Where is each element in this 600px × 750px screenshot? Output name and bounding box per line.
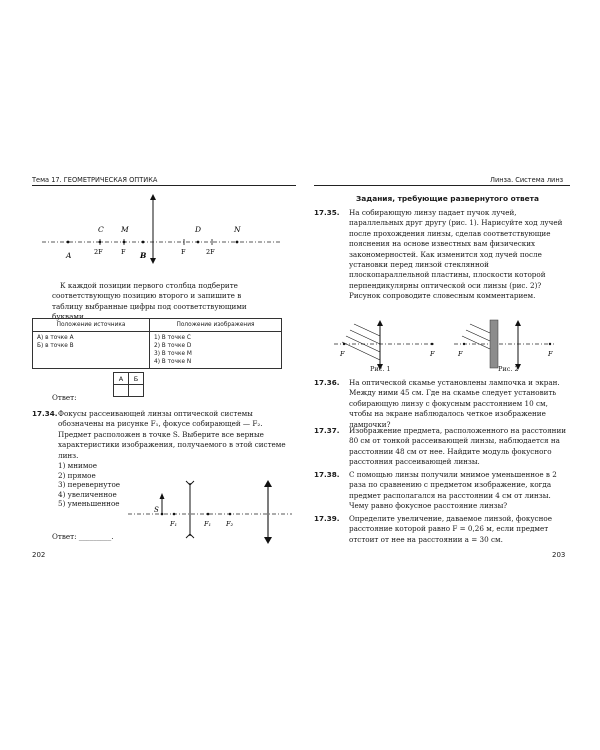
table-col2-item: 2) В точке D bbox=[154, 343, 192, 349]
lens-system-figure bbox=[126, 478, 296, 544]
answer-grid-header-a: А bbox=[114, 373, 129, 385]
fig2-focus-left-label: F bbox=[458, 350, 463, 358]
focus-f-right-label: F bbox=[181, 248, 186, 256]
task-1738-text: С помощью линзы получили мнимое уменьшенное в 2 раза по сравнению с предметом изображение, когда предмет располагался на расстоянии 4 см от линзы. Чему равно фокусное расстояние линзы? bbox=[349, 470, 557, 511]
task-1736-text: На оптической скамье установлены лампочка и экран. Между ними 45 см. Где на скамье следует установить собирающую линзу с фокусным расстоянием 10 см, чтобы на экране наблюдалось четкое изображение лампочки? bbox=[349, 378, 560, 429]
task-1739-number: 17.39. bbox=[314, 514, 340, 523]
focus-f1-left-label: F₁ bbox=[170, 520, 178, 528]
option-item: 4) увеличенное bbox=[58, 489, 117, 499]
left-header-rule bbox=[32, 185, 296, 186]
option-item: 2) прямое bbox=[58, 470, 96, 480]
point-n-label: N bbox=[234, 225, 241, 234]
focus-f1-right-label: F₁ bbox=[204, 520, 212, 528]
task-1737-number: 17.37. bbox=[314, 426, 340, 435]
table-col1-item: А) в точке A bbox=[37, 335, 74, 341]
task-1734-options bbox=[58, 461, 120, 509]
option-item: 1) мнимое bbox=[58, 461, 98, 470]
answer-grid-cell-b[interactable] bbox=[129, 385, 144, 397]
fig1-focus-left-label: F bbox=[340, 350, 345, 358]
table-col2-cell bbox=[150, 332, 282, 369]
focus-f-left-label: F bbox=[121, 248, 126, 256]
right-page-header: Линза. Система линз bbox=[490, 176, 564, 184]
task-1737-text: Изображение предмета, расположенного на расстоянии 80 см от тонкой рассеивающей линзы, наблюдается на расстоянии 48 см от нее. Найдите модуль фокусного расстояния рассеивающей линзы. bbox=[349, 426, 567, 467]
fig1-focus-right-label: F bbox=[430, 350, 435, 358]
right-header-rule bbox=[314, 185, 570, 186]
task-1735-number: 17.35. bbox=[314, 208, 340, 217]
answer-grid bbox=[113, 372, 144, 397]
task-1734-number: 17.34. bbox=[32, 409, 58, 418]
right-page-number: 203 bbox=[552, 551, 566, 559]
section-title: Задания, требующие развернутого ответа bbox=[356, 194, 539, 203]
answer-grid-cell-a[interactable] bbox=[114, 385, 129, 397]
focus-2f-left-label: 2F bbox=[94, 248, 103, 256]
matching-table bbox=[32, 318, 282, 369]
table-header-image: Положение изображения bbox=[150, 319, 282, 332]
point-d-label: D bbox=[195, 225, 202, 234]
ray-figures bbox=[314, 318, 570, 374]
point-c-label: C bbox=[98, 225, 104, 234]
left-page-number: 202 bbox=[32, 551, 46, 559]
lens-axis-figure bbox=[32, 190, 296, 270]
table-col1-item: Б) в точке B bbox=[37, 343, 74, 349]
task-1736-number: 17.36. bbox=[314, 378, 340, 387]
table-col2-item: 4) В точке N bbox=[154, 359, 192, 365]
task-1734-text: Фокусы рассеивающей линзы оптической системы обозначены на рисунке F₁, фокусе собирающей — F₂. Предмет расположен в точке S. Выберите все верные характеристики изображения, получаемого в этой системе линз. bbox=[58, 409, 286, 460]
task-1739-text: Определите увеличение, даваемое линзой, фокусное расстояние которой равно F = 0,26 м, если предмет отстоит от нее на расстоянии a = 30 см. bbox=[349, 514, 552, 544]
point-b-label: B bbox=[140, 251, 147, 260]
focus-f2-label: F₂ bbox=[226, 520, 234, 528]
point-a-label: A bbox=[66, 251, 72, 260]
point-s-label: S bbox=[154, 506, 159, 514]
task-1738-number: 17.38. bbox=[314, 470, 340, 479]
fig2-caption: Рис. 2 bbox=[498, 365, 519, 373]
point-m-label: M bbox=[121, 225, 129, 234]
answer-grid-header-b: Б bbox=[129, 373, 144, 385]
table-col1-cell bbox=[33, 332, 150, 369]
task-1734-answer: Ответ: _________. bbox=[52, 532, 114, 541]
task-1735-text: На собирающую линзу падает пучок лучей, параллельных друг другу (рис. 1). Нарисуйте ход лучей после прохождения линзы, сделав соответствующие пояснения на основе известных вам физических закономерностей. Как изменится ход лучей после установки перед линзой стеклянной плоскопараллельной пластины, плоскости которой перпендикулярны оптической оси линзы (рис. 2)? Рисунок сопроводите словесным комментарием. bbox=[349, 208, 563, 301]
option-item: 5) уменьшенное bbox=[58, 499, 120, 509]
table-col2-item: 3) В точке M bbox=[154, 351, 192, 357]
table-col2-item: 1) В точке C bbox=[154, 335, 191, 341]
focus-2f-right-label: 2F bbox=[206, 248, 215, 256]
fig1-caption: Рис. 1 bbox=[370, 365, 391, 373]
table-header-source: Положение источника bbox=[33, 319, 150, 332]
answer-label: Ответ: bbox=[52, 393, 77, 402]
left-page-header: Тема 17. ГЕОМЕТРИЧЕСКАЯ ОПТИКА bbox=[32, 176, 158, 184]
option-item: 3) перевернутое bbox=[58, 480, 121, 490]
matching-instruction: К каждой позиции первого столбца подберите соответствующую позицию второго и запишите в таблицу выбранные цифры под соответствующими буквами. bbox=[52, 281, 247, 322]
fig2-focus-right-label: F bbox=[548, 350, 553, 358]
